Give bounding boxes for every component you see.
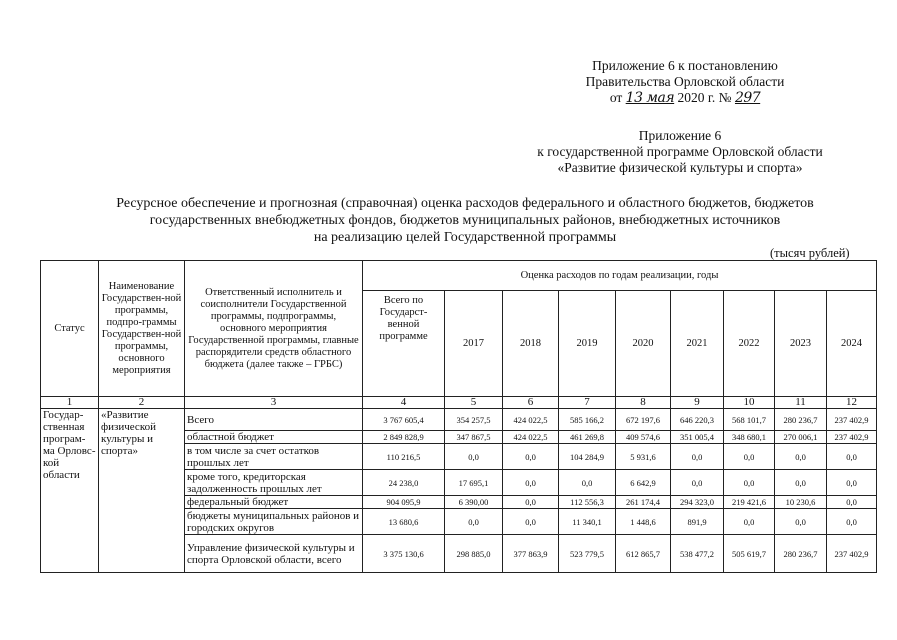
header-total: Всего по Государст-венной программе xyxy=(363,291,445,397)
title-line2: государственных внебюджетных фондов, бюджетов муниципальных районов, внебюджетных источников xyxy=(149,213,781,228)
value-cell: 0,0 xyxy=(827,509,877,535)
program-appendix-line1: Приложение 6 xyxy=(638,128,722,143)
value-cell: 538 477,2 xyxy=(671,535,724,573)
value-cell: 0,0 xyxy=(775,444,827,470)
value-cell: 0,0 xyxy=(827,470,877,496)
row-label: Всего xyxy=(185,409,363,431)
budget-table xyxy=(40,260,877,573)
column-number: 6 xyxy=(503,397,559,409)
row-label: бюджеты муниципальных районов и городских округов xyxy=(185,509,363,535)
value-cell: 461 269,8 xyxy=(559,431,616,444)
value-cell: 646 220,3 xyxy=(671,409,724,431)
column-number: 12 xyxy=(827,397,877,409)
value-cell: 347 867,5 xyxy=(445,431,503,444)
value-cell: 261 174,4 xyxy=(616,496,671,509)
value-cell: 237 402,9 xyxy=(827,409,877,431)
value-cell: 904 095,9 xyxy=(363,496,445,509)
header-year: 2023 xyxy=(775,291,827,397)
column-number: 9 xyxy=(671,397,724,409)
value-cell: 354 257,5 xyxy=(445,409,503,431)
value-cell: 0,0 xyxy=(724,509,775,535)
header-year: 2017 xyxy=(445,291,503,397)
header-year: 2018 xyxy=(503,291,559,397)
value-cell: 0,0 xyxy=(503,509,559,535)
header-year: 2024 xyxy=(827,291,877,397)
header-estimate: Оценка расходов по годам реализации, годы xyxy=(363,261,877,291)
header-year: 2021 xyxy=(671,291,724,397)
resolution-date-line xyxy=(560,90,810,106)
value-cell: 585 166,2 xyxy=(559,409,616,431)
table-row xyxy=(41,409,877,431)
value-cell: 0,0 xyxy=(503,496,559,509)
column-number: 8 xyxy=(616,397,671,409)
program-name-cell: «Развитие физической культуры и спорта» xyxy=(99,409,185,573)
column-number: 11 xyxy=(775,397,827,409)
value-cell: 672 197,6 xyxy=(616,409,671,431)
resolution-appendix-line1: Приложение 6 к постановлению xyxy=(592,58,778,73)
value-cell: 0,0 xyxy=(503,470,559,496)
value-cell: 17 695,1 xyxy=(445,470,503,496)
value-cell: 351 005,4 xyxy=(671,431,724,444)
row-label: Управление физической культуры и спорта Орловской области, всего xyxy=(185,535,363,573)
header-year: 2020 xyxy=(616,291,671,397)
value-cell: 505 619,7 xyxy=(724,535,775,573)
row-label: областной бюджет xyxy=(185,431,363,444)
value-cell: 11 340,1 xyxy=(559,509,616,535)
column-number: 1 xyxy=(41,397,99,409)
column-number: 2 xyxy=(99,397,185,409)
row-label: федеральный бюджет xyxy=(185,496,363,509)
value-cell: 2 849 828,9 xyxy=(363,431,445,444)
value-cell: 0,0 xyxy=(559,470,616,496)
value-cell: 0,0 xyxy=(445,509,503,535)
program-appendix-line3: «Развитие физической культуры и спорта» xyxy=(557,160,803,175)
value-cell: 10 230,6 xyxy=(775,496,827,509)
value-cell: 24 238,0 xyxy=(363,470,445,496)
value-cell: 5 931,6 xyxy=(616,444,671,470)
value-cell: 0,0 xyxy=(445,444,503,470)
value-cell: 0,0 xyxy=(671,444,724,470)
value-cell: 219 421,6 xyxy=(724,496,775,509)
header-name: Наименование Государствен-ной программы, подпро-граммы Государствен-ной программы, основного мероприятия xyxy=(99,261,185,397)
value-cell: 280 236,7 xyxy=(775,535,827,573)
value-cell: 112 556,3 xyxy=(559,496,616,509)
column-number: 5 xyxy=(445,397,503,409)
row-label: кроме того, кредиторская задолженность прошлых лет xyxy=(185,470,363,496)
date-year: 2020 г. № xyxy=(677,90,732,105)
value-cell: 104 284,9 xyxy=(559,444,616,470)
value-cell: 409 574,6 xyxy=(616,431,671,444)
value-cell: 424 022,5 xyxy=(503,431,559,444)
value-cell: 0,0 xyxy=(775,470,827,496)
program-appendix-line2: к государственной программе Орловской области xyxy=(537,144,823,159)
value-cell: 0,0 xyxy=(827,496,877,509)
value-cell: 1 448,6 xyxy=(616,509,671,535)
row-label: в том числе за счет остатков прошлых лет xyxy=(185,444,363,470)
value-cell: 294 323,0 xyxy=(671,496,724,509)
value-cell: 891,9 xyxy=(671,509,724,535)
header-responsible: Ответственный исполнитель и соисполнители Государственной программы, подпрограммы, основного мероприятия Государственной программы, главные распорядители средств областного бюджета (далее также – ГРБС) xyxy=(185,261,363,397)
document-title xyxy=(40,195,890,246)
value-cell: 3 375 130,6 xyxy=(363,535,445,573)
title-line3: на реализацию целей Государственной программы xyxy=(313,230,617,245)
value-cell: 0,0 xyxy=(503,444,559,470)
header-year: 2019 xyxy=(559,291,616,397)
column-number-row xyxy=(41,397,877,409)
value-cell: 237 402,9 xyxy=(827,431,877,444)
column-number: 3 xyxy=(185,397,363,409)
value-cell: 270 006,1 xyxy=(775,431,827,444)
value-cell: 0,0 xyxy=(671,470,724,496)
status-cell: Государ-ственная програм-ма Орловс-кой области xyxy=(41,409,99,573)
handwritten-number: 297 xyxy=(734,90,761,106)
value-cell: 110 216,5 xyxy=(363,444,445,470)
value-cell: 280 236,7 xyxy=(775,409,827,431)
date-prefix: от xyxy=(609,90,623,105)
program-appendix-block xyxy=(520,128,840,176)
resolution-appendix-line2: Правительства Орловской области xyxy=(585,74,785,89)
value-cell: 237 402,9 xyxy=(827,535,877,573)
value-cell: 377 863,9 xyxy=(503,535,559,573)
column-number: 4 xyxy=(363,397,445,409)
column-number: 7 xyxy=(559,397,616,409)
value-cell: 0,0 xyxy=(775,509,827,535)
handwritten-date: 13 мая xyxy=(625,90,675,106)
header-year: 2022 xyxy=(724,291,775,397)
resolution-appendix-block xyxy=(560,58,810,106)
value-cell: 523 779,5 xyxy=(559,535,616,573)
column-number: 10 xyxy=(724,397,775,409)
value-cell: 348 680,1 xyxy=(724,431,775,444)
value-cell: 6 390,00 xyxy=(445,496,503,509)
value-cell: 3 767 605,4 xyxy=(363,409,445,431)
value-cell: 424 022,5 xyxy=(503,409,559,431)
value-cell: 298 885,0 xyxy=(445,535,503,573)
unit-label: (тысяч рублей) xyxy=(770,246,850,260)
value-cell: 568 101,7 xyxy=(724,409,775,431)
value-cell: 612 865,7 xyxy=(616,535,671,573)
value-cell: 6 642,9 xyxy=(616,470,671,496)
value-cell: 0,0 xyxy=(724,470,775,496)
value-cell: 0,0 xyxy=(827,444,877,470)
value-cell: 0,0 xyxy=(724,444,775,470)
value-cell: 13 680,6 xyxy=(363,509,445,535)
title-line1: Ресурсное обеспечение и прогнозная (справочная) оценка расходов федерального и областного бюджетов, бюджетов xyxy=(116,196,814,211)
header-status: Статус xyxy=(41,261,99,397)
